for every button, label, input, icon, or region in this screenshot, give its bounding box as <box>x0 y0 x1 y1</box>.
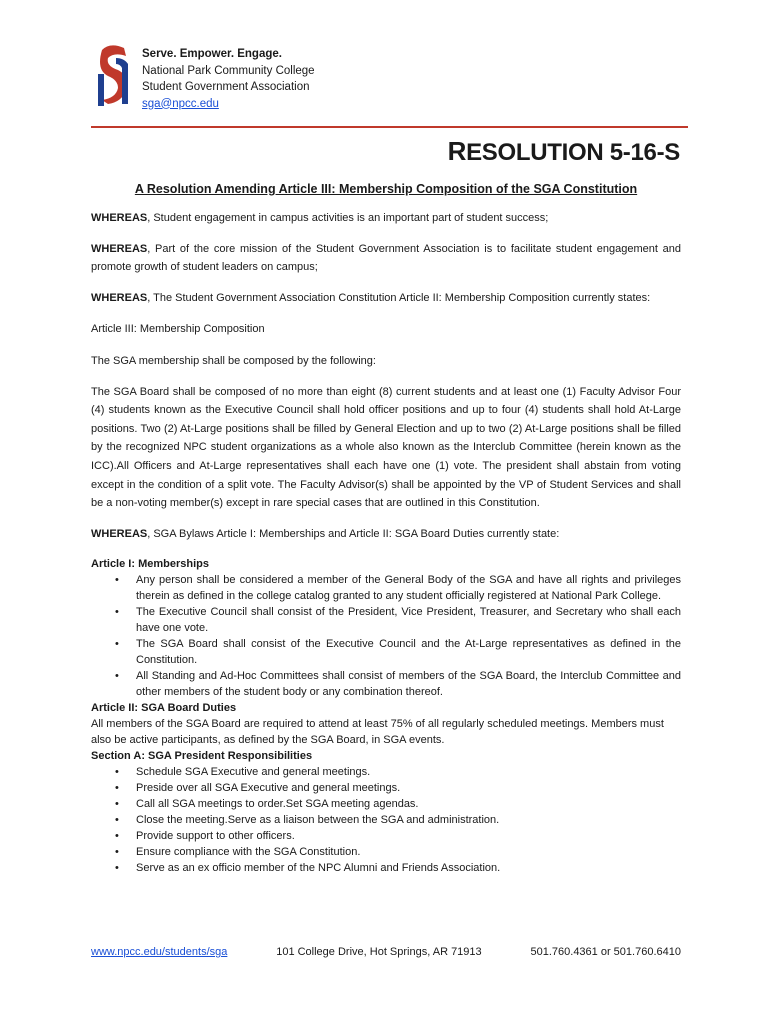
college-name: National Park Community College <box>142 64 315 77</box>
sectionA-heading: Section A: SGA President Responsibilities <box>91 750 313 763</box>
resolution-subtitle: A Resolution Amending Article III: Membership Composition of the SGA Constitution <box>134 182 638 196</box>
sga-logo-icon <box>96 44 132 108</box>
whereas-clause: WHEREAS, The Student Government Association Constitution Article II: Membership Composition currently states: <box>91 292 651 305</box>
list-item: • Schedule SGA Executive and general meetings. <box>115 766 371 779</box>
list-item: • Any person shall be considered a member of the General Body of the SGA and have all rights and privileges therein as defined in the college catalog granted to any student officially registered at National Park College. <box>115 574 681 603</box>
list-item: • All Standing and Ad-Hoc Committees shall consist of members of the SGA Board, the Interclub Committee and other members of the student body or any combination thereof. <box>115 670 681 699</box>
list-item: • Ensure compliance with the SGA Constitution. <box>115 846 361 859</box>
article1-list <box>91 572 681 700</box>
article1-heading: Article I: Memberships <box>91 558 209 571</box>
list-item: • The SGA Board shall consist of the Executive Council and the At-Large representatives as defined in the Constitution. <box>115 638 681 667</box>
email-link[interactable]: sga@npcc.edu <box>142 97 219 110</box>
footer-phone: 501.760.4361 or 501.760.6410 <box>530 946 681 958</box>
whereas-clause: WHEREAS, SGA Bylaws Article I: Memberships and Article II: SGA Board Duties currently state: <box>91 528 560 541</box>
footer-address: 101 College Drive, Hot Springs, AR 71913 <box>276 946 482 958</box>
board-paragraph: The SGA Board shall be composed of no more than eight (8) current students and at least one (1) Faculty Advisor Four (4) students known as the Executive Council shall hold officer positions and up to four (4) students shall hold At-Large positions. Two (2) At-Large positions shall be filled by General Election and up to two (2) At-Large positions shall be filled by the recognized NPC student organizations as a whole also known as the Interclub Committee (herein known as the ICC).All Officers and At-Large representatives shall each have one (1) vote. The president shall abstain from voting except in the condition of a split vote. The Faculty Advisor(s) shall be appointed by the VP of Student Services and shall be a non-voting member(s) except in rare special cases that are outlined in this Constitution. <box>91 385 681 510</box>
whereas-clause: WHEREAS, Student engagement in campus activities is an important part of student success; <box>91 211 549 224</box>
org-name: Student Government Association <box>142 81 310 93</box>
list-item: • Preside over all SGA Executive and general meetings. <box>115 782 401 795</box>
header-divider <box>91 126 688 128</box>
list-item: • The Executive Council shall consist of the President, Vice President, Treasurer, and Secretary who shall each have one vote. <box>115 606 681 635</box>
sectionA-list <box>91 764 681 876</box>
article2-text: All members of the SGA Board are required to attend at least 75% of all regularly scheduled meetings. Members must also be active participants, as defined by the SGA Board, in SGA events. <box>91 718 664 747</box>
resolution-title: RESOLUTION 5-16-S <box>447 136 680 166</box>
list-item: • Call all SGA meetings to order.Set SGA meeting agendas. <box>115 798 419 811</box>
website-link[interactable]: www.npcc.edu/students/sga <box>91 946 228 958</box>
whereas-clause: WHEREAS, Part of the core mission of the Student Government Association is to facilitate student engagement and promote growth of student leaders on campus; <box>91 242 681 274</box>
list-item: • Serve as an ex officio member of the NPC Alumni and Friends Association. <box>115 862 501 875</box>
article-title: Article III: Membership Composition <box>91 323 265 336</box>
page-footer <box>91 946 681 958</box>
list-item: • Close the meeting.Serve as a liaison between the SGA and administration. <box>115 814 500 827</box>
resolution-body <box>91 180 681 876</box>
list-item: • Provide support to other officers. <box>115 830 295 843</box>
tagline: Serve. Empower. Engage. <box>142 48 282 60</box>
membership-intro: The SGA membership shall be composed by the following: <box>91 354 376 367</box>
article2-heading: Article II: SGA Board Duties <box>91 702 237 715</box>
